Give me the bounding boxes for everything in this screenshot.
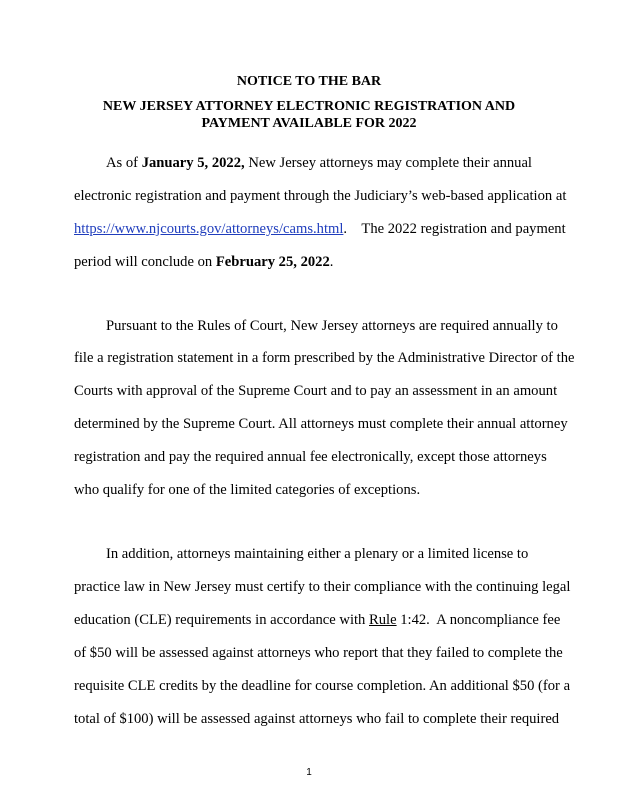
notice-title: NOTICE TO THE BAR [236,74,382,89]
para2-line-3: Courts with approval of the Supreme Court and to pay an assessment in an amount [74,383,558,399]
para3-text: 1:42. A noncompliance fee [396,612,561,628]
para1-text: New Jersey attorneys may complete their annual [244,155,532,171]
para2-line-2: file a registration statement in a form prescribed by the Administrative Director of the [74,350,575,366]
para1-line-2: electronic registration and payment through the Judiciary’s web-based application at [74,188,567,204]
notice-subtitle-line-2: PAYMENT AVAILABLE FOR 2022 [201,116,417,131]
para3-line-5: requisite CLE credits by the deadline for course completion. An additional $50 (for a [74,678,571,694]
notice-subtitle-line-1: NEW JERSEY ATTORNEY ELECTRONIC REGISTRATION AND [102,99,516,114]
para3-line-2: practice law in New Jersey must certify to their compliance with the continuing legal [74,579,571,595]
para3-line-1: In addition, attorneys maintaining either a plenary or a limited license to [106,546,529,562]
para3-line-3 [74,612,560,629]
para1-text: As of [106,155,142,171]
para1-text: . The 2022 registration and payment [343,221,566,237]
para3-text: education (CLE) requirements in accordance with [74,612,369,628]
para1-line-4 [74,254,333,271]
rule-reference: Rule [369,612,397,628]
registration-end-date: February 25, 2022 [215,254,330,270]
para2-line-1: Pursuant to the Rules of Court, New Jersey attorneys are required annually to [106,318,558,334]
para1-line-3 [74,221,566,238]
para2-line-5: registration and pay the required annual fee electronically, except those attorneys [74,449,547,465]
para2-line-4: determined by the Supreme Court. All attorneys must complete their annual attorney [74,416,568,432]
para3-line-4: of $50 will be assessed against attorneys who report that they failed to complete the [74,645,563,661]
page-number: 1 [306,767,312,778]
para1-text: period will conclude on [74,254,216,270]
para3-line-6: total of $100) will be assessed against attorneys who fail to complete their required [74,711,560,727]
registration-start-date: January 5, 2022, [141,155,245,171]
para1-text: . [329,254,334,270]
cams-link[interactable]: https://www.njcourts.gov/attorneys/cams.html [74,221,344,237]
para1-line-1 [106,155,532,172]
para2-line-6: who qualify for one of the limited categories of exceptions. [74,482,421,498]
